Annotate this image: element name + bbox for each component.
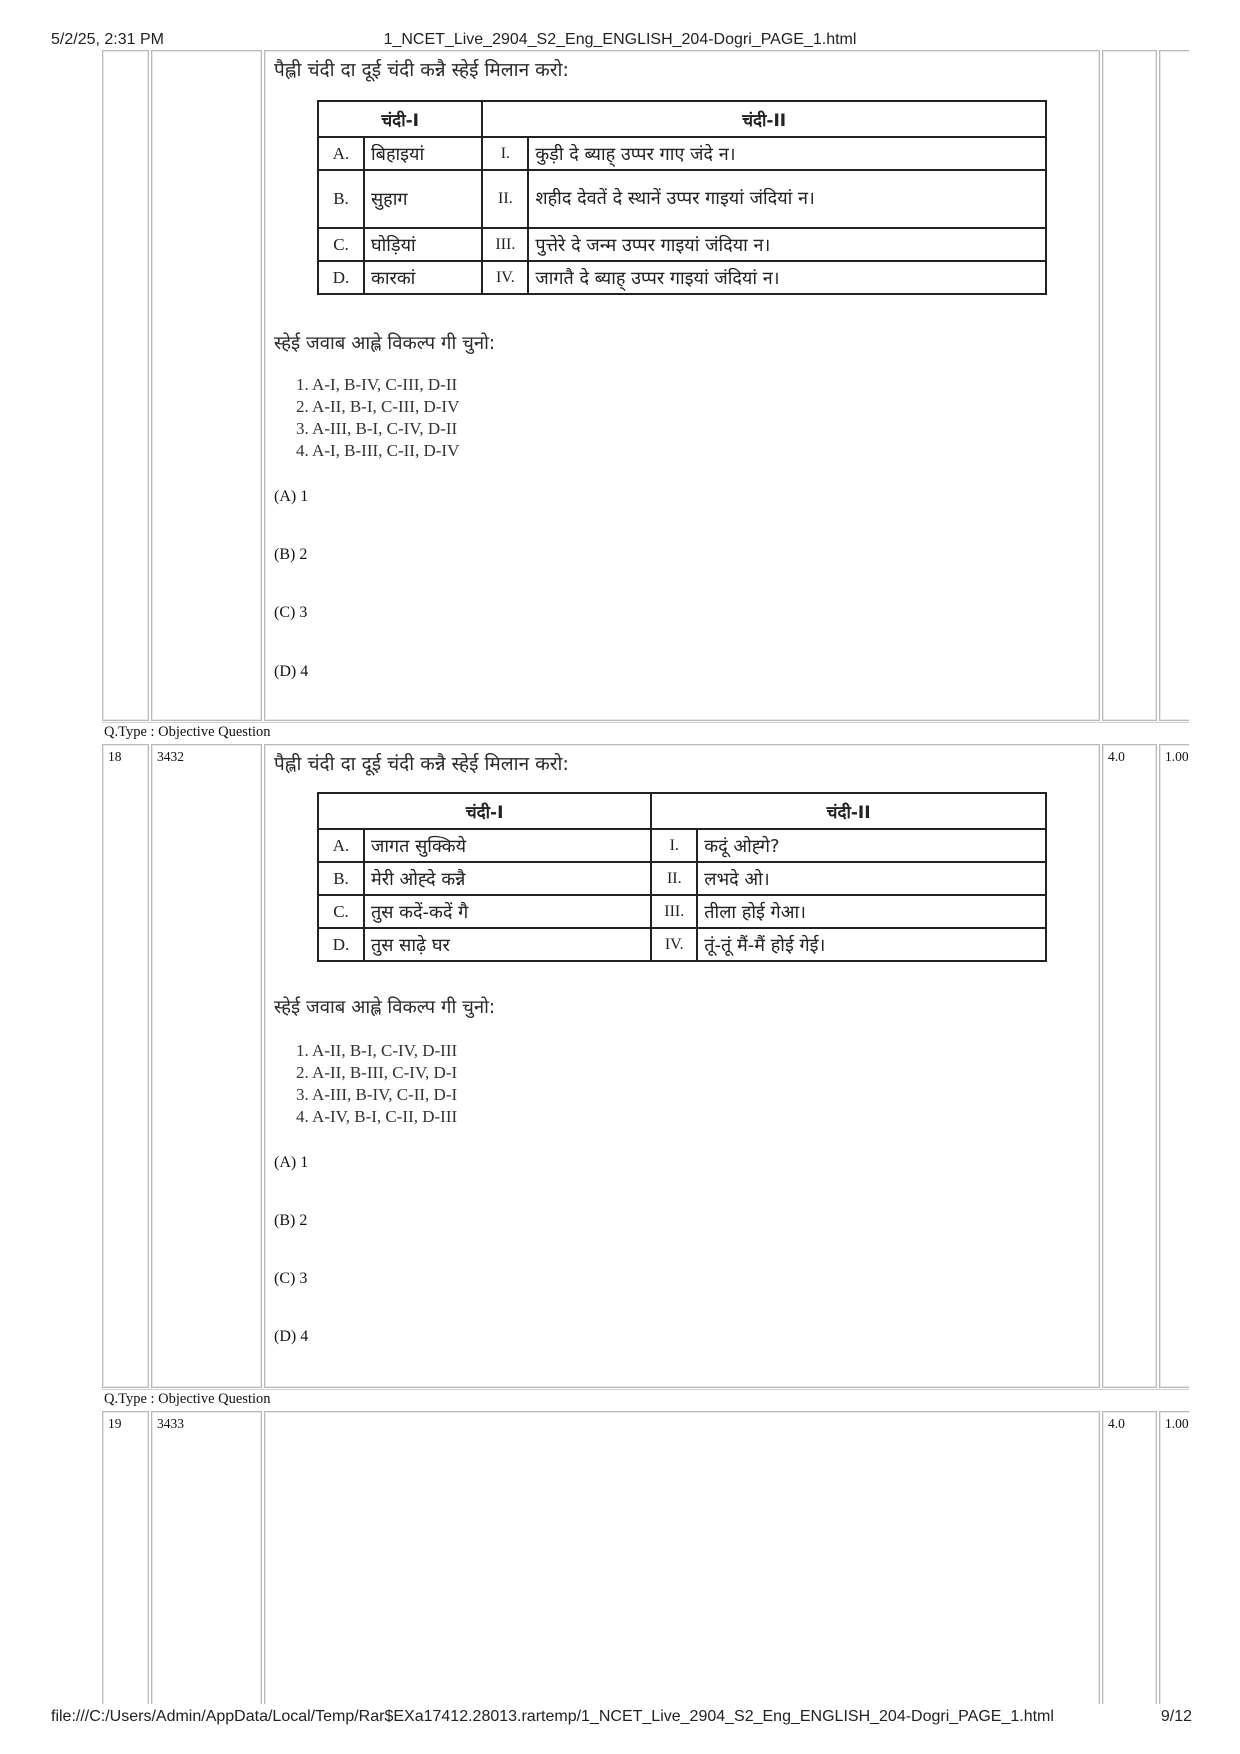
q17-options-list	[296, 374, 459, 462]
row-key-2: I.	[651, 829, 697, 862]
q17-answer-a: (A) 1	[274, 488, 309, 505]
row-key-2: IV.	[482, 261, 528, 294]
table-row	[318, 829, 1046, 862]
print-title: 1_NCET_Live_2904_S2_Eng_ENGLISH_204-Dogri_PAGE_1.html	[383, 31, 857, 48]
q17-answer-b: (B) 2	[274, 546, 308, 563]
table-row	[318, 895, 1046, 928]
list-item: 4. A-IV, B-I, C-II, D-III	[296, 1107, 458, 1126]
row-key: A.	[318, 829, 364, 862]
q17-id-cell	[151, 50, 262, 721]
q18-prompt: पैह्ली चंदी दा दूई चंदी कन्नै स्हेई मिलान करो:	[274, 753, 569, 775]
row-value-2: तूं-तूं मैं-मैं होई गेई।	[697, 928, 1046, 961]
row-value-2: कदूं ओह्गे?	[697, 829, 1046, 862]
list-item: 2. A-II, B-III, C-IV, D-I	[296, 1063, 458, 1082]
table-row	[318, 137, 1046, 170]
q18-col1-header: चंदी-I	[318, 793, 651, 829]
q18-negative: 1.00	[1165, 749, 1189, 764]
print-file-url: file:///C:/Users/Admin/AppData/Local/Temp/Rar$EXa17412.28013.rartemp/1_NCET_Live_2904_S2_Eng_ENGLISH_204-Dogri_PAGE_1.html	[51, 1708, 1054, 1725]
row-value: तुस कदें-कदें गै	[364, 895, 651, 928]
row-key-2: III.	[651, 895, 697, 928]
q17-type-label: Q.Type : Objective Question	[104, 724, 271, 740]
row-key-2: II.	[482, 170, 528, 228]
q17-negative-cell	[1159, 50, 1189, 721]
list-item: 3. A-III, B-I, C-IV, D-II	[296, 419, 458, 438]
q19-id-cell	[151, 1411, 262, 1704]
q17-col1-header: चंदी-I	[318, 101, 482, 137]
row-key-2: I.	[482, 137, 528, 170]
q18-negative-cell	[1159, 744, 1189, 1388]
q18-marks-cell	[1102, 744, 1157, 1388]
row-value-2: पुत्तेरे दे जन्म उप्पर गाइयां जंदिया न।	[528, 228, 1046, 261]
row-value: सुहाग	[364, 170, 482, 228]
q18-number-cell	[102, 744, 149, 1388]
q19-negative-cell	[1159, 1411, 1189, 1704]
print-page-number: 9/12	[1160, 1708, 1192, 1725]
q19-marks-cell	[1102, 1411, 1157, 1704]
q19-id: 3433	[157, 1416, 184, 1431]
q18-col2-header: चंदी-II	[651, 793, 1046, 829]
q18-answer-a: (A) 1	[274, 1154, 309, 1171]
row-value: तुस साढ़े घर	[364, 928, 651, 961]
row-key: D.	[318, 928, 364, 961]
row-key: B.	[318, 170, 364, 228]
q18-number: 18	[108, 749, 122, 764]
q18-content	[274, 750, 1074, 1345]
list-item: 4. A-I, B-III, C-II, D-IV	[296, 441, 460, 460]
row-value-2: लभदे ओ।	[697, 862, 1046, 895]
q17-content	[274, 56, 1074, 680]
print-datetime: 5/2/25, 2:31 PM	[51, 31, 164, 48]
q19-number: 19	[108, 1416, 122, 1431]
q18-options-list	[296, 1040, 457, 1128]
row-value: कारकां	[364, 261, 482, 294]
row-key: B.	[318, 862, 364, 895]
q18-marks: 4.0	[1108, 749, 1125, 764]
list-item: 3. A-III, B-IV, C-II, D-I	[296, 1085, 458, 1104]
q18-answer-c: (C) 3	[274, 1270, 308, 1287]
q17-col2-header: चंदी-II	[482, 101, 1046, 137]
list-item: 2. A-II, B-I, C-III, D-IV	[296, 397, 460, 416]
table-row	[318, 261, 1046, 294]
table-row	[318, 170, 1046, 228]
q17-prompt: पैह्ली चंदी दा दूई चंदी कन्नै स्हेई मिलान करो:	[274, 59, 569, 81]
row-key: A.	[318, 137, 364, 170]
q19-negative: 1.00	[1165, 1416, 1189, 1431]
list-item: 1. A-II, B-I, C-IV, D-III	[296, 1041, 458, 1060]
q19-marks: 4.0	[1108, 1416, 1125, 1431]
row-key: C.	[318, 228, 364, 261]
q17-answer-d: (D) 4	[274, 663, 309, 680]
row-value: जागत सुक्किये	[364, 829, 651, 862]
row-value-2: शहीद देवतें दे स्थानें उप्पर गाइयां जंदियां न।	[528, 170, 1046, 228]
list-item: 1. A-I, B-IV, C-III, D-II	[296, 375, 458, 394]
row-key-2: II.	[651, 862, 697, 895]
q17-instruction: स्हेई जवाब आह्ले विकल्प गी चुनो:	[274, 333, 496, 354]
row-key-2: III.	[482, 228, 528, 261]
row-key-2: IV.	[651, 928, 697, 961]
row-value: बिहाइयां	[364, 137, 482, 170]
question-table	[102, 50, 1189, 1704]
row-value: मेरी ओह्दे कन्नै	[364, 862, 651, 895]
row-key: D.	[318, 261, 364, 294]
q18-answer-d: (D) 4	[274, 1328, 309, 1345]
divider	[102, 722, 1189, 723]
q17-answer-c: (C) 3	[274, 604, 308, 621]
row-value-2: कुड़ी दे ब्याह् उप्पर गाए जंदे न।	[528, 137, 1046, 170]
q17-number-cell	[102, 50, 149, 721]
row-key: C.	[318, 895, 364, 928]
divider	[102, 1389, 1189, 1390]
table-row	[318, 862, 1046, 895]
table-row	[318, 928, 1046, 961]
q19-question-cell	[264, 1411, 1100, 1704]
q18-type-label: Q.Type : Objective Question	[104, 1391, 271, 1407]
table-row	[318, 228, 1046, 261]
row-value: घोड़ियां	[364, 228, 482, 261]
q18-id: 3432	[157, 749, 184, 764]
row-value-2: तीला होई गेआ।	[697, 895, 1046, 928]
q17-marks-cell	[1102, 50, 1157, 721]
q18-id-cell	[151, 744, 262, 1388]
q18-answer-b: (B) 2	[274, 1212, 308, 1229]
q17-match-table	[317, 100, 1047, 295]
q18-instruction: स्हेई जवाब आह्ले विकल्प गी चुनो:	[274, 997, 496, 1018]
q18-match-table	[317, 792, 1047, 962]
row-value-2: जागतै दे ब्याह् उप्पर गाइयां जंदियां न।	[528, 261, 1046, 294]
q19-number-cell	[102, 1411, 149, 1704]
